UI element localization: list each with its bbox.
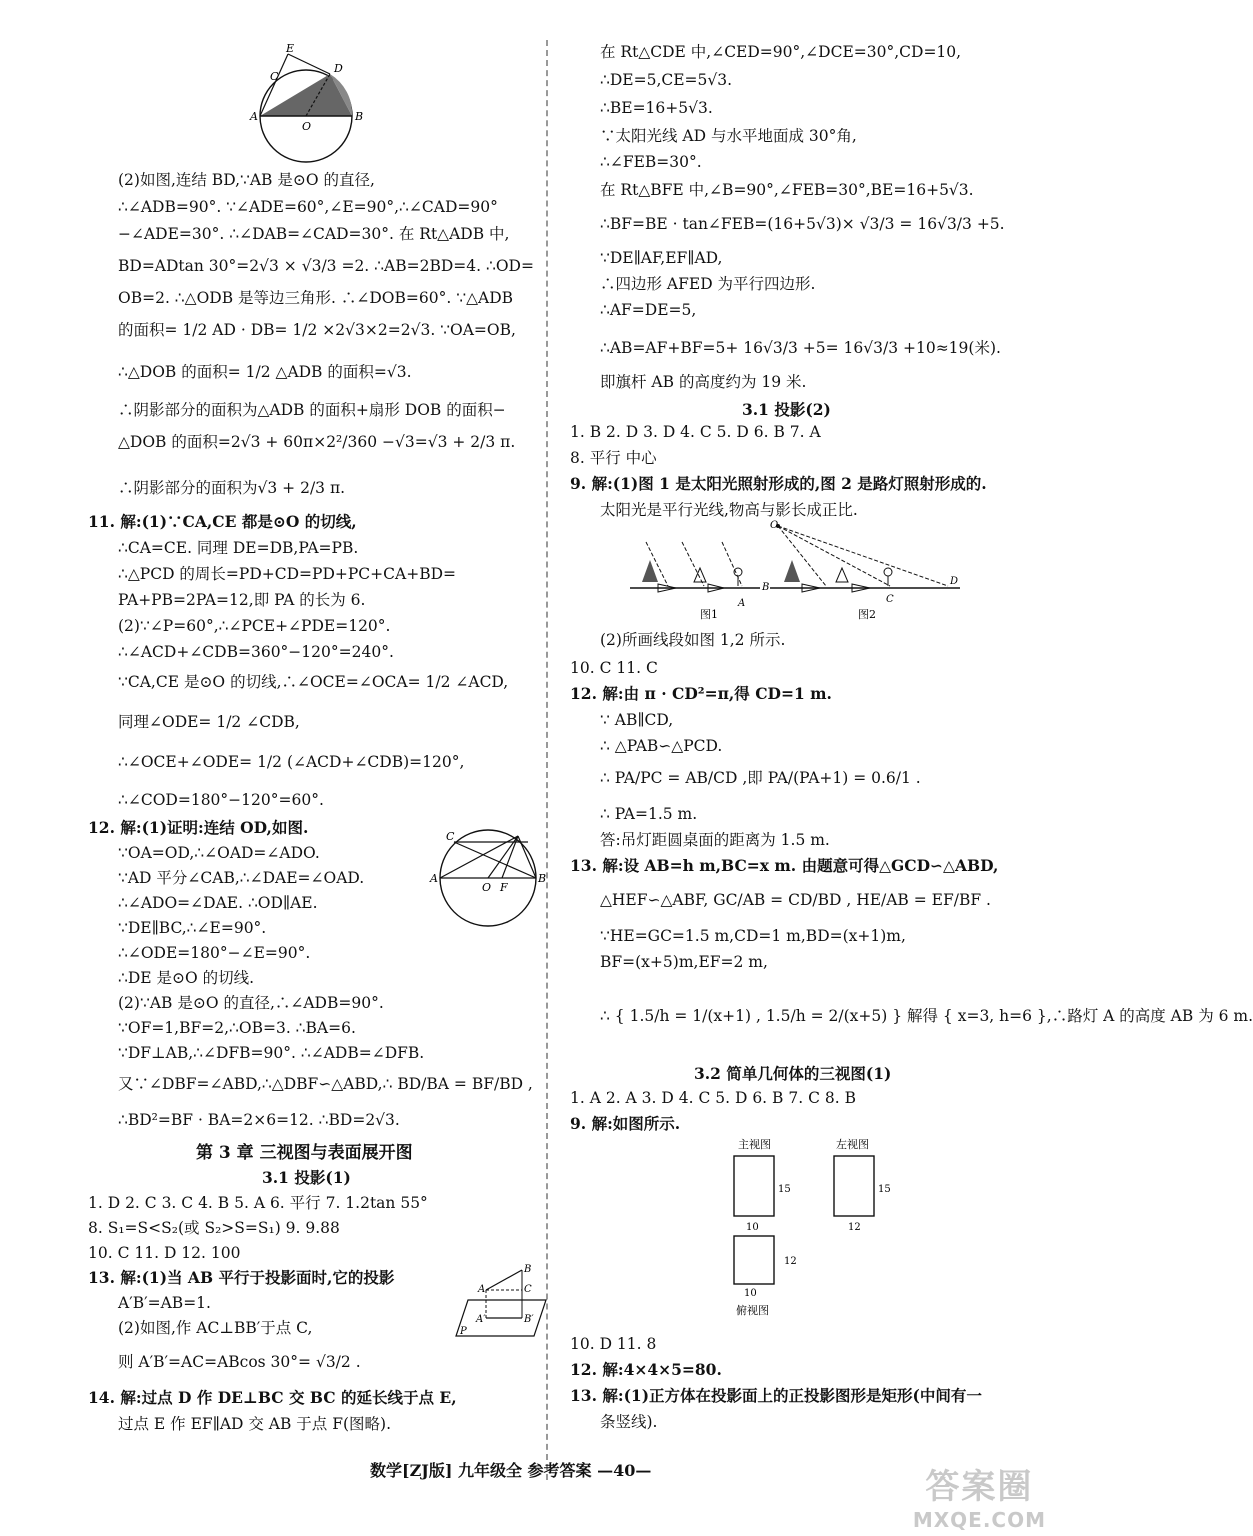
answer-line: 9. 解:如图所示.	[570, 1114, 681, 1133]
three-views-figure	[726, 1136, 906, 1320]
answer-line: (2)∵∠P=60°,∴∠PCE+∠PDE=120°.	[118, 617, 391, 635]
answer-line: ∴ { 1.5/h = 1/(x+1) , 1.5/h = 2/(x+5) } 解得 { x=3, h=6 },∴路灯 A 的高度 AB 为 6 m.	[600, 1007, 1253, 1025]
answer-line: 10. C 11. C	[570, 659, 658, 677]
answer-line: 又∵∠DBF=∠ABD,∴△DBF∽△ABD,∴ BD/BA = BF/BD ,	[118, 1075, 533, 1093]
svg-text:C: C	[524, 1284, 532, 1295]
svg-text:O: O	[482, 881, 492, 894]
answer-line: 太阳光是平行光线,物高与影长成正比.	[600, 501, 858, 519]
answer-line: ∴BF=BE · tan∠FEB=(16+5√3)× √3/3 = 16√3/3 +5.	[600, 215, 1005, 233]
answer-line: A′B′=AB=1.	[118, 1294, 211, 1312]
answer-line: 过点 E 作 EF∥AD 交 AB 于点 F(图略).	[118, 1415, 392, 1433]
answer-line: 10. C 11. D 12. 100	[88, 1244, 241, 1262]
answer-line: 答:吊灯距圆桌面的距离为 1.5 m.	[600, 831, 830, 849]
shadow-figures	[630, 518, 970, 622]
answer-line: ∴∠COD=180°−120°=60°.	[118, 791, 324, 809]
svg-text:B′: B′	[524, 1314, 534, 1325]
section-heading-3-1-1: 3.1 投影(1)	[262, 1168, 351, 1187]
answer-line: 12. 解:由 π · CD²=π,得 CD=1 m.	[570, 684, 832, 703]
answer-line: ∴∠ADO=∠DAE. ∴OD∥AE.	[118, 894, 318, 912]
svg-text:B: B	[524, 1264, 532, 1275]
section-heading-3-2-1: 3.2 简单几何体的三视图(1)	[694, 1064, 892, 1083]
answer-line: ∴BD²=BF · BA=2×6=12. ∴BD=2√3.	[118, 1111, 400, 1129]
circle-shaded-figure	[248, 40, 368, 160]
svg-text:A: A	[738, 598, 746, 609]
svg-text:A: A	[250, 110, 258, 123]
front-view-label: 主视图	[738, 1138, 771, 1151]
answer-line: (2)所画线段如图 1,2 所示.	[600, 631, 786, 649]
chapter-heading: 第 3 章 三视图与表面展开图	[196, 1143, 413, 1163]
answer-line: ∴BE=16+5√3.	[600, 99, 713, 117]
answer-line: 条竖线).	[600, 1413, 658, 1431]
answer-line: 12. 解:4×4×5=80.	[570, 1360, 722, 1379]
answer-line: ∵AD 平分∠CAB,∴∠DAE=∠OAD.	[118, 869, 365, 887]
answer-line: ∴AF=DE=5,	[600, 301, 697, 319]
watermark-url: MXQE.COM	[912, 1508, 1046, 1532]
svg-text:B: B	[762, 582, 770, 593]
answer-line: 在 Rt△CDE 中,∠CED=90°,∠DCE=30°,CD=10,	[600, 43, 962, 61]
answer-line: (2)如图,作 AC⊥BB′于点 C,	[118, 1319, 313, 1337]
answer-line: 9. 解:(1)图 1 是太阳光照射形成的,图 2 是路灯照射形成的.	[570, 474, 987, 493]
svg-text:O: O	[770, 520, 779, 531]
svg-text:10: 10	[744, 1288, 757, 1299]
page-footer: 数学[ZJ版] 九年级全 参考答案 —40—	[370, 1461, 652, 1480]
answer-line: ∴ PA=1.5 m.	[600, 805, 698, 823]
svg-text:15: 15	[878, 1184, 891, 1195]
answer-line: 13. 解:设 AB=h m,BC=x m. 由题意可得△GCD∽△ABD,	[570, 856, 999, 875]
answer-line: ∴DE 是⊙O 的切线.	[118, 969, 255, 987]
answer-line: OB=2. ∴△ODB 是等边三角形. ∴∠DOB=60°. ∵△ADB	[118, 289, 514, 307]
answer-line: ∴CA=CE. 同理 DE=DB,PA=PB.	[118, 539, 359, 557]
svg-text:A: A	[430, 872, 438, 885]
answer-line: 1. A 2. A 3. D 4. C 5. D 6. B 7. C 8. B	[570, 1089, 856, 1107]
tangent-circle-figure	[430, 828, 550, 948]
answer-line: ∴ PA/PC = AB/CD ,即 PA/(PA+1) = 0.6/1 .	[600, 769, 921, 787]
answer-line: PA+PB=2PA=12,即 PA 的长为 6.	[118, 591, 366, 609]
answer-line: ∵OF=1,BF=2,∴OB=3. ∴BA=6.	[118, 1019, 356, 1037]
svg-text:P: P	[460, 1326, 467, 1337]
answer-line: 则 A′B′=AC=ABcos 30°= √3/2 .	[118, 1353, 361, 1371]
svg-text:A′: A′	[476, 1314, 486, 1325]
answer-line: BD=ADtan 30°=2√3 × √3/3 =2. ∴AB=2BD=4. ∴OD=	[118, 257, 534, 275]
projection-plane-figure	[450, 1262, 550, 1342]
fig2-caption: 图2	[858, 608, 876, 621]
top-view-label: 俯视图	[736, 1304, 769, 1317]
answer-line: 即旗杆 AB 的高度约为 19 米.	[600, 373, 807, 391]
answer-line: 12. 解:(1)证明:连结 OD,如图.	[88, 818, 309, 837]
answer-line: ∵CA,CE 是⊙O 的切线,∴∠OCE=∠OCA= 1/2 ∠ACD,	[118, 673, 509, 691]
answer-line: ∵ AB∥CD,	[600, 711, 674, 729]
svg-text:C: C	[886, 594, 894, 605]
answer-line: ∴阴影部分的面积为△ADB 的面积+扇形 DOB 的面积−	[118, 401, 506, 419]
svg-text:A: A	[478, 1284, 486, 1295]
answer-line: 10. D 11. 8	[570, 1335, 657, 1353]
svg-text:C: C	[446, 830, 455, 843]
answer-line: 13. 解:(1)当 AB 平行于投影面时,它的投影	[88, 1268, 395, 1287]
answer-line: ∴AB=AF+BF=5+ 16√3/3 +5= 16√3/3 +10≈19(米).	[600, 339, 1001, 357]
answer-line: ∴∠ODE=180°−∠E=90°.	[118, 944, 311, 962]
answer-line: ∴∠ADB=90°. ∵∠ADE=60°,∠E=90°,∴∠CAD=90°	[118, 198, 498, 216]
svg-text:15: 15	[778, 1184, 791, 1195]
answer-line: 13. 解:(1)正方体在投影面上的正投影图形是矩形(中间有一	[570, 1386, 982, 1405]
svg-text:12: 12	[784, 1256, 797, 1267]
answer-line: 8. 平行 中心	[570, 449, 657, 467]
svg-text:10: 10	[746, 1222, 759, 1233]
section-heading-3-1-2: 3.1 投影(2)	[742, 400, 831, 419]
answer-line: △HEF∽△ABF, GC/AB = CD/BD , HE/AB = EF/BF .	[600, 891, 991, 909]
svg-text:O: O	[302, 120, 312, 133]
answer-line: ∵HE=GC=1.5 m,CD=1 m,BD=(x+1)m,	[600, 927, 906, 945]
answer-line: ∵OA=OD,∴∠OAD=∠ADO.	[118, 844, 320, 862]
answer-line: △DOB 的面积=2√3 + 60π×2²/360 −√3=√3 + 2/3 π.	[118, 433, 516, 451]
svg-text:D: D	[334, 62, 343, 75]
watermark	[913, 1459, 1046, 1532]
fig1-caption: 图1	[700, 608, 718, 621]
answer-line: ∴△DOB 的面积= 1/2 △ADB 的面积=√3.	[118, 363, 412, 381]
svg-text:F: F	[500, 881, 508, 894]
answer-line: 1. D 2. C 3. C 4. B 5. A 6. 平行 7. 1.2tan 55°	[88, 1194, 428, 1212]
answer-line: 1. B 2. D 3. D 4. C 5. D 6. B 7. A	[570, 423, 821, 441]
answer-line: ∴DE=5,CE=5√3.	[600, 71, 733, 89]
answer-line: ∵太阳光线 AD 与水平地面成 30°角,	[600, 127, 857, 145]
svg-text:D: D	[950, 576, 959, 587]
left-view-label: 左视图	[836, 1138, 869, 1151]
answer-line: (2)∵AB 是⊙O 的直径,∴∠ADB=90°.	[118, 994, 384, 1012]
answer-line: ∴∠FEB=30°.	[600, 153, 702, 171]
svg-text:E: E	[286, 42, 295, 55]
answer-line: 8. S₁=S<S₂(或 S₂>S=S₁) 9. 9.88	[88, 1219, 340, 1237]
answer-line: −∠ADE=30°. ∴∠DAB=∠CAD=30°. 在 Rt△ADB 中,	[118, 225, 510, 243]
answer-line: ∵DE∥AF,EF∥AD,	[600, 249, 723, 267]
answer-line: ∴∠OCE+∠ODE= 1/2 (∠ACD+∠CDB)=120°,	[118, 753, 465, 771]
answer-line: 同理∠ODE= 1/2 ∠CDB,	[118, 713, 300, 731]
svg-text:B: B	[355, 110, 364, 123]
answer-line: ∴ △PAB∽△PCD.	[600, 737, 723, 755]
answer-line: BF=(x+5)m,EF=2 m,	[600, 953, 768, 971]
svg-text:12: 12	[848, 1222, 861, 1233]
answer-line: ∴△PCD 的周长=PD+CD=PD+PC+CA+BD=	[118, 565, 456, 583]
answer-line: (2)如图,连结 BD,∵AB 是⊙O 的直径,	[118, 171, 375, 189]
answer-line: ∵DF⊥AB,∴∠DFB=90°. ∴∠ADB=∠DFB.	[118, 1044, 425, 1062]
answer-line: 的面积= 1/2 AD · DB= 1/2 ×2√3×2=2√3. ∵OA=OB,	[118, 321, 516, 339]
answer-line: 11. 解:(1)∵CA,CE 都是⊙O 的切线,	[88, 512, 357, 531]
watermark-logo-text: 答案圈	[925, 1467, 1034, 1507]
svg-text:C: C	[270, 70, 279, 83]
answer-line: ∵DE∥BC,∴∠E=90°.	[118, 919, 267, 937]
answer-line: ∴∠ACD+∠CDB=360°−120°=240°.	[118, 643, 394, 661]
answer-line: ∴四边形 AFED 为平行四边形.	[600, 275, 816, 293]
answer-line: ∴阴影部分的面积为√3 + 2/3 π.	[118, 479, 346, 497]
answer-line: 14. 解:过点 D 作 DE⊥BC 交 BC 的延长线于点 E,	[88, 1388, 457, 1407]
answer-line: 在 Rt△BFE 中,∠B=90°,∠FEB=30°,BE=16+5√3.	[600, 181, 974, 199]
svg-text:B: B	[538, 872, 547, 885]
